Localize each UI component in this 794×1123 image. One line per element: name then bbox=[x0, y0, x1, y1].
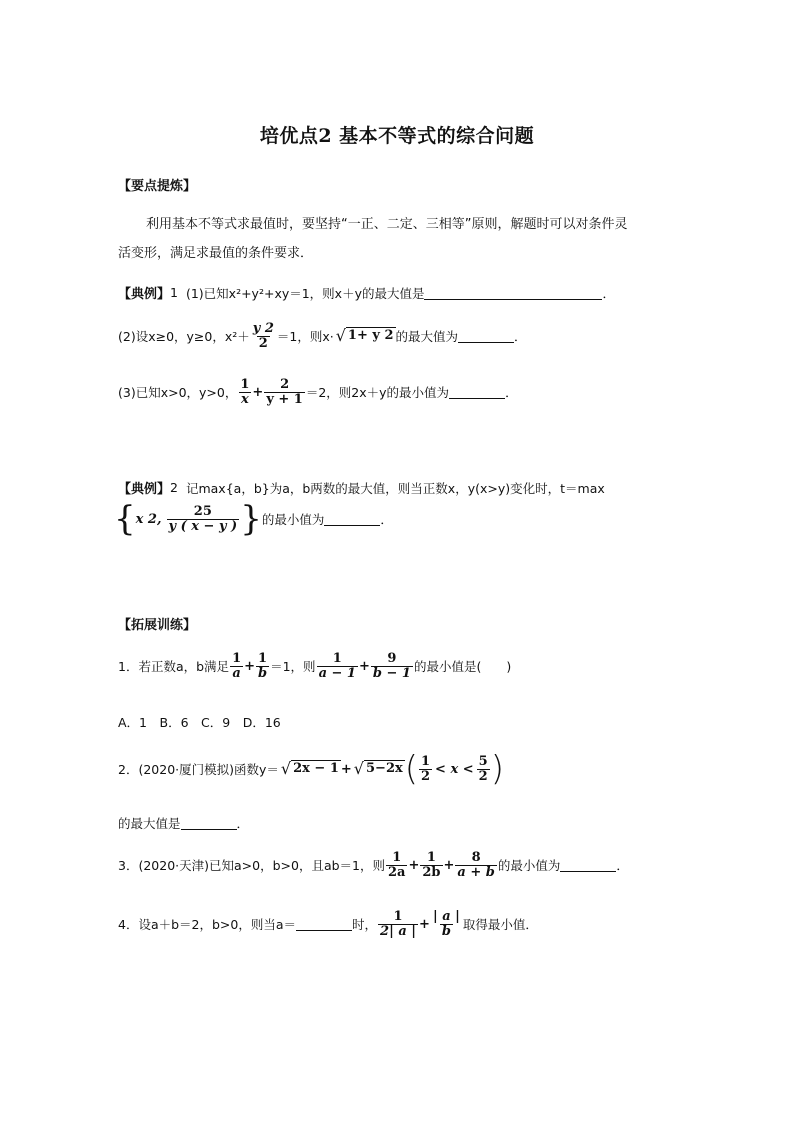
example1-part3-suffix: ＝2，则2x＋y的最小值为 bbox=[305, 385, 450, 401]
fraction bbox=[238, 378, 251, 406]
plus-sign: + bbox=[358, 658, 370, 674]
fraction-numerator: 1 bbox=[392, 850, 402, 865]
q4-suffix: 取得最小值． bbox=[462, 917, 538, 933]
example1-part3 bbox=[118, 378, 518, 406]
fraction bbox=[256, 652, 269, 680]
fraction-denominator: b bbox=[441, 923, 451, 939]
q1-options: A．1 B．6 C．9 D．16 bbox=[118, 715, 281, 730]
answer-blank[interactable] bbox=[296, 917, 352, 931]
key-points-line-1: 利用基本不等式求最值时，要坚持“一正、二定、三相等”原则，解题时可以对条件灵 bbox=[146, 217, 628, 232]
left-brace: { bbox=[114, 499, 136, 539]
fraction-numerator: 1 bbox=[421, 753, 431, 769]
q1-suffix: 的最小值是( ) bbox=[413, 659, 512, 675]
example2-number: 2 bbox=[170, 480, 178, 495]
inequality: < x < bbox=[435, 761, 474, 777]
fraction-denominator: b bbox=[258, 665, 268, 681]
right-brace: } bbox=[240, 499, 262, 539]
answer-blank[interactable] bbox=[458, 329, 514, 343]
example2-text: 记max{a，b}为a，b两数的最大值，则当正数x，y(x>y)变化时，t＝max bbox=[185, 480, 605, 496]
fraction-numerator: 5 bbox=[478, 753, 488, 769]
plus-sign: + bbox=[408, 857, 420, 873]
fraction bbox=[371, 652, 413, 680]
q4-prefix: 4．设a＋b＝2，b>0，则当a＝ bbox=[118, 917, 297, 933]
square-root bbox=[336, 327, 396, 345]
radical-sign: √ bbox=[353, 759, 364, 778]
fraction bbox=[167, 505, 240, 533]
fraction-denominator: 2 bbox=[478, 768, 488, 784]
fraction bbox=[230, 652, 243, 680]
fraction-denominator: x bbox=[241, 391, 249, 407]
plus-sign: + bbox=[252, 384, 264, 400]
question-1 bbox=[118, 652, 511, 680]
fraction-numerator: 25 bbox=[193, 503, 212, 519]
max-left-arg: x 2, bbox=[135, 511, 162, 527]
answer-blank[interactable] bbox=[449, 385, 505, 399]
example1-tag: 【典例】 bbox=[118, 287, 171, 302]
fraction bbox=[378, 910, 418, 938]
radicand: 1+ y 2 bbox=[347, 328, 394, 344]
question-2 bbox=[118, 749, 504, 789]
answer-blank[interactable] bbox=[181, 816, 237, 830]
fraction-denominator: 2| a | bbox=[380, 923, 417, 939]
fraction-numerator: 1 bbox=[332, 651, 342, 666]
q3-prefix: 3．(2020·天津)已知a>0，b>0，且ab＝1，则 bbox=[118, 858, 385, 874]
example1-part2 bbox=[118, 322, 527, 350]
question-4 bbox=[118, 910, 538, 938]
fraction-denominator: 2a bbox=[388, 864, 406, 880]
radicand: 2x − 1 bbox=[293, 761, 339, 776]
radical-sign: √ bbox=[335, 326, 346, 346]
fraction-denominator: a − 1 bbox=[318, 665, 356, 681]
example1-part2-mid: ＝1，则x· bbox=[276, 329, 334, 345]
example1-part1-text: (1)已知x²+y²+xy＝1，则x＋y的最大值是 bbox=[185, 285, 425, 301]
fraction bbox=[419, 755, 432, 783]
fraction bbox=[431, 910, 462, 938]
fraction-denominator: b − 1 bbox=[372, 665, 411, 681]
page-title: 培优点2 基本不等式的综合问题 bbox=[259, 125, 535, 147]
plus-sign: + bbox=[244, 658, 256, 674]
fraction-denominator: a bbox=[232, 665, 241, 681]
fraction-numerator: 1 bbox=[426, 850, 436, 865]
plus-sign: + bbox=[340, 761, 352, 777]
example2-line2 bbox=[114, 499, 393, 539]
example1-part3-end: ． bbox=[505, 385, 518, 401]
square-root bbox=[354, 760, 405, 778]
fraction-denominator: y + 1 bbox=[266, 391, 303, 407]
square-root bbox=[281, 760, 341, 778]
question-2-line2 bbox=[118, 814, 249, 832]
example1-part2-end: ． bbox=[514, 329, 527, 345]
radical-sign: √ bbox=[280, 759, 292, 778]
answer-blank[interactable] bbox=[324, 512, 380, 526]
fraction-numerator: 1 bbox=[232, 651, 242, 666]
example1-part2-suffix: 的最大值为 bbox=[395, 329, 459, 345]
plus-sign: + bbox=[443, 857, 455, 873]
fraction-denominator: a + b bbox=[457, 864, 495, 880]
fraction-numerator: y 2 bbox=[252, 321, 274, 336]
fraction-numerator: 8 bbox=[471, 850, 481, 865]
fraction bbox=[477, 755, 490, 783]
example1-part1 bbox=[118, 283, 615, 302]
q1-prefix: 1．若正数a，b满足 bbox=[118, 659, 230, 675]
q2-line2: 的最大值是 bbox=[118, 816, 181, 831]
answer-blank[interactable] bbox=[560, 858, 616, 872]
left-paren: ( bbox=[404, 749, 418, 789]
fraction-numerator: 9 bbox=[387, 651, 397, 666]
example1-part3-prefix: (3)已知x>0，y>0， bbox=[118, 385, 238, 401]
example1-number: 1 bbox=[170, 285, 178, 300]
key-points-heading: 【要点提炼】 bbox=[118, 179, 197, 194]
q2-prefix: 2．(2020·厦门模拟)函数y＝ bbox=[118, 762, 279, 777]
fraction-denominator: 2b bbox=[422, 864, 441, 880]
answer-blank[interactable] bbox=[424, 286, 602, 300]
radicand: 5−2x bbox=[366, 761, 403, 776]
q2-end: ． bbox=[236, 816, 250, 831]
fraction bbox=[264, 378, 305, 406]
fraction-numerator: 1 bbox=[258, 651, 268, 666]
fraction-numerator: 1 bbox=[393, 909, 403, 924]
q3-suffix: 的最小值为 bbox=[497, 858, 561, 874]
example1-part2-prefix: (2)设x≥0，y≥0，x²＋ bbox=[118, 329, 250, 345]
q3-end: ． bbox=[616, 858, 629, 874]
fraction-denominator: 2 bbox=[421, 768, 431, 784]
example2-tag: 【典例】 bbox=[118, 482, 171, 497]
right-paren: ) bbox=[490, 749, 504, 789]
example2-line1 bbox=[118, 478, 605, 497]
fraction bbox=[251, 322, 276, 350]
fraction bbox=[420, 851, 442, 879]
plus-sign: + bbox=[419, 916, 430, 932]
fraction-numerator: 1 bbox=[240, 377, 250, 392]
q1-mid: ＝1，则 bbox=[270, 659, 316, 675]
example1-part1-end: ． bbox=[602, 285, 615, 301]
fraction bbox=[455, 851, 496, 879]
question-3 bbox=[118, 851, 629, 879]
key-points-line-2: 活变形，满足求最值的条件要求． bbox=[118, 246, 314, 261]
training-heading: 【拓展训练】 bbox=[118, 618, 197, 633]
fraction-denominator: y ( x − y ) bbox=[168, 518, 238, 534]
fraction-numerator: | a | bbox=[432, 909, 460, 924]
fraction bbox=[386, 851, 407, 879]
example2-end: ． bbox=[380, 512, 393, 527]
fraction bbox=[317, 652, 358, 680]
fraction-numerator: 2 bbox=[280, 377, 290, 392]
example2-suffix: 的最小值为 bbox=[261, 512, 325, 527]
fraction-denominator: 2 bbox=[258, 335, 268, 351]
q4-mid: 时， bbox=[352, 917, 378, 933]
